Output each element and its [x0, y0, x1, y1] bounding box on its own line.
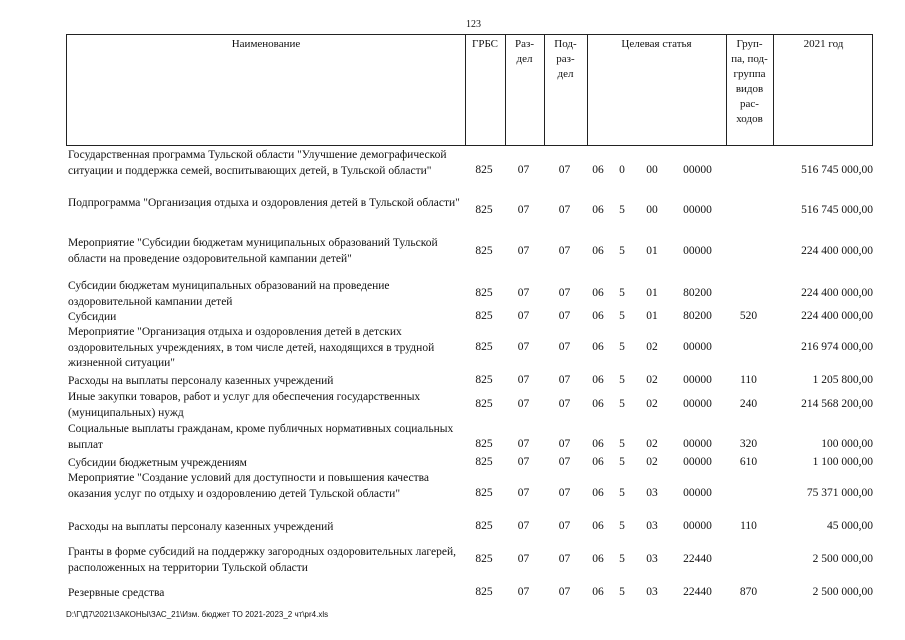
row-sum: 2 500 000,00: [812, 553, 873, 565]
row-sum: 45 000,00: [827, 520, 873, 532]
row-t1: 06: [592, 456, 604, 468]
row-t2: 5: [619, 287, 625, 299]
row-name: Расходы на выплаты персоналу казенных учреждений: [68, 521, 334, 533]
row-sum: 1 100 000,00: [812, 456, 873, 468]
row-t2: 5: [619, 374, 625, 386]
row-t1: 06: [592, 245, 604, 257]
row-t4: 00000: [683, 204, 712, 216]
row-t4: 00000: [683, 520, 712, 532]
row-sum: 100 000,00: [821, 438, 873, 450]
row-name: Мероприятие "Субсидии бюджетам муниципальных образований Тульской области на проведение оздоровительной кампании детей": [68, 237, 438, 265]
row-podrazdel: 07: [558, 287, 571, 299]
row-group: 110: [740, 374, 757, 386]
footer-path: D:\Г\Д7\2021\ЗАКОНЫ\ЗАС_21\Изм. бюджет ТО 2021-2023_2 чт\pr4.xls: [66, 610, 329, 619]
row-podrazdel: 07: [558, 553, 571, 565]
row-t1: 06: [592, 164, 604, 176]
row-t3: 02: [646, 456, 658, 468]
row-t1: 06: [592, 374, 604, 386]
row-t4: 80200: [683, 287, 712, 299]
row-razdel: 07: [517, 204, 530, 216]
row-grbs: 825: [475, 341, 493, 353]
row-t1: 06: [592, 553, 604, 565]
row-t3: 02: [646, 438, 658, 450]
row-name: Расходы на выплаты персоналу казенных учреждений: [68, 375, 334, 387]
row-t1: 06: [592, 586, 604, 598]
row-razdel: 07: [517, 341, 530, 353]
row-t2: 5: [619, 438, 625, 450]
row-podrazdel: 07: [558, 374, 571, 386]
row-t3: 00: [646, 164, 658, 176]
row-name: Мероприятие "Создание условий для доступности и повышения качества оказания услуг по отдыху и оздоровлению детей Тульской области": [68, 472, 429, 500]
row-podrazdel: 07: [558, 398, 571, 410]
row-t1: 06: [592, 287, 604, 299]
row-t4: 00000: [683, 487, 712, 499]
row-razdel: 07: [517, 553, 530, 565]
row-t3: 00: [646, 204, 658, 216]
row-razdel: 07: [517, 374, 530, 386]
row-grbs: 825: [475, 456, 493, 468]
row-sum: 1 205 800,00: [812, 374, 873, 386]
row-name: Государственная программа Тульской области "Улучшение демографической ситуации и поддержка семей, воспитывающих детей, в Тульской области": [68, 149, 447, 177]
row-t1: 06: [592, 398, 604, 410]
page-number: 123: [466, 19, 481, 30]
row-grbs: 825: [475, 287, 493, 299]
row-t2: 5: [619, 586, 625, 598]
row-t3: 03: [646, 586, 658, 598]
row-sum: 224 400 000,00: [801, 245, 873, 257]
row-group: 240: [739, 398, 758, 410]
row-t2: 5: [619, 310, 625, 322]
row-sum: 214 568 200,00: [801, 398, 873, 410]
row-grbs: 825: [475, 164, 493, 176]
row-t2: 0: [619, 164, 625, 176]
row-podrazdel: 07: [558, 456, 571, 468]
row-razdel: 07: [517, 245, 530, 257]
row-podrazdel: 07: [558, 310, 571, 322]
row-t3: 02: [646, 398, 658, 410]
row-t3: 02: [646, 374, 658, 386]
row-sum: 216 974 000,00: [801, 341, 873, 353]
row-grbs: 825: [475, 520, 493, 532]
row-grbs: 825: [475, 586, 493, 598]
header-grbs: ГРБС: [471, 38, 499, 50]
row-name: Субсидии бюджетам муниципальных образований на проведение оздоровительной кампании детей: [68, 280, 390, 308]
row-name: Гранты в форме субсидий на поддержку загородных оздоровительных лагерей, расположенных на территории Тульской области: [68, 546, 456, 574]
row-name: Резервные средства: [68, 587, 165, 599]
row-t2: 5: [619, 456, 625, 468]
row-t4: 22440: [683, 586, 712, 598]
row-group: 520: [739, 310, 758, 322]
row-grbs: 825: [475, 374, 493, 386]
row-sum: 224 400 000,00: [801, 287, 873, 299]
row-name: Субсидии: [68, 311, 117, 323]
row-name: Мероприятие "Организация отдыха и оздоровления детей в детских оздоровительных учреждениях, в том числе детей, находящихся в трудной жизненной ситуации": [68, 326, 435, 369]
row-t2: 5: [619, 341, 625, 353]
header-name: Наименование: [231, 38, 301, 50]
row-grbs: 825: [475, 245, 493, 257]
row-sum: 75 371 000,00: [806, 487, 873, 499]
row-t3: 02: [646, 341, 658, 353]
row-t4: 00000: [683, 398, 712, 410]
row-t1: 06: [592, 341, 604, 353]
row-podrazdel: 07: [558, 204, 571, 216]
row-t1: 06: [592, 487, 604, 499]
row-t3: 03: [646, 553, 658, 565]
row-name: Социальные выплаты гражданам, кроме публичных нормативных социальных выплат: [68, 423, 454, 451]
row-razdel: 07: [517, 487, 530, 499]
row-t2: 5: [619, 204, 625, 216]
row-podrazdel: 07: [558, 520, 571, 532]
row-grbs: 825: [475, 553, 493, 565]
row-grbs: 825: [475, 310, 493, 322]
row-t1: 06: [592, 204, 604, 216]
row-t3: 01: [646, 287, 658, 299]
row-t4: 00000: [683, 374, 712, 386]
row-t2: 5: [619, 520, 625, 532]
row-podrazdel: 07: [558, 586, 571, 598]
row-t4: 00000: [683, 341, 712, 353]
row-sum: 516 745 000,00: [801, 164, 873, 176]
row-name: Иные закупки товаров, работ и услуг для обеспечения государственных (муниципальных) нужд: [68, 391, 421, 419]
row-t2: 5: [619, 487, 625, 499]
row-name: Субсидии бюджетным учреждениям: [68, 457, 247, 469]
row-t2: 5: [619, 398, 625, 410]
row-t4: 00000: [683, 245, 712, 257]
row-podrazdel: 07: [558, 164, 571, 176]
row-razdel: 07: [517, 398, 530, 410]
row-group: 110: [740, 520, 757, 532]
row-t4: 00000: [683, 456, 712, 468]
row-t4: 00000: [683, 438, 712, 450]
header-razdel: Раз- дел: [514, 38, 534, 65]
row-name: Подпрограмма "Организация отдыха и оздоровления детей в Тульской области": [68, 197, 460, 209]
row-razdel: 07: [517, 438, 530, 450]
row-podrazdel: 07: [558, 438, 571, 450]
row-t4: 00000: [683, 164, 712, 176]
table-header: [66, 34, 873, 146]
row-sum: 2 500 000,00: [812, 586, 873, 598]
row-t2: 5: [619, 245, 625, 257]
row-t3: 03: [646, 520, 658, 532]
row-t3: 01: [646, 245, 658, 257]
row-t3: 03: [646, 487, 658, 499]
header-target: Целевая статья: [621, 38, 692, 50]
header-group: Груп- па, под- группа видов рас- ходов: [731, 38, 768, 125]
row-razdel: 07: [517, 456, 530, 468]
row-podrazdel: 07: [558, 245, 571, 257]
row-t1: 06: [592, 438, 604, 450]
row-group: 610: [739, 456, 758, 468]
row-group: 320: [739, 438, 758, 450]
header-year: 2021 год: [803, 38, 844, 50]
row-grbs: 825: [475, 487, 493, 499]
row-group: 870: [739, 586, 758, 598]
header-podrazdel: Под- раз- дел: [554, 38, 577, 80]
row-razdel: 07: [517, 586, 530, 598]
row-t3: 01: [646, 310, 658, 322]
row-razdel: 07: [517, 287, 530, 299]
row-grbs: 825: [475, 438, 493, 450]
row-razdel: 07: [517, 164, 530, 176]
row-t2: 5: [619, 553, 625, 565]
row-t4: 22440: [683, 553, 712, 565]
row-t4: 80200: [683, 310, 712, 322]
row-sum: 516 745 000,00: [801, 204, 873, 216]
row-podrazdel: 07: [558, 341, 571, 353]
row-grbs: 825: [475, 204, 493, 216]
row-t1: 06: [592, 310, 604, 322]
row-grbs: 825: [475, 398, 493, 410]
row-razdel: 07: [517, 520, 530, 532]
row-razdel: 07: [517, 310, 530, 322]
row-sum: 224 400 000,00: [801, 310, 873, 322]
row-t1: 06: [592, 520, 604, 532]
row-podrazdel: 07: [558, 487, 571, 499]
